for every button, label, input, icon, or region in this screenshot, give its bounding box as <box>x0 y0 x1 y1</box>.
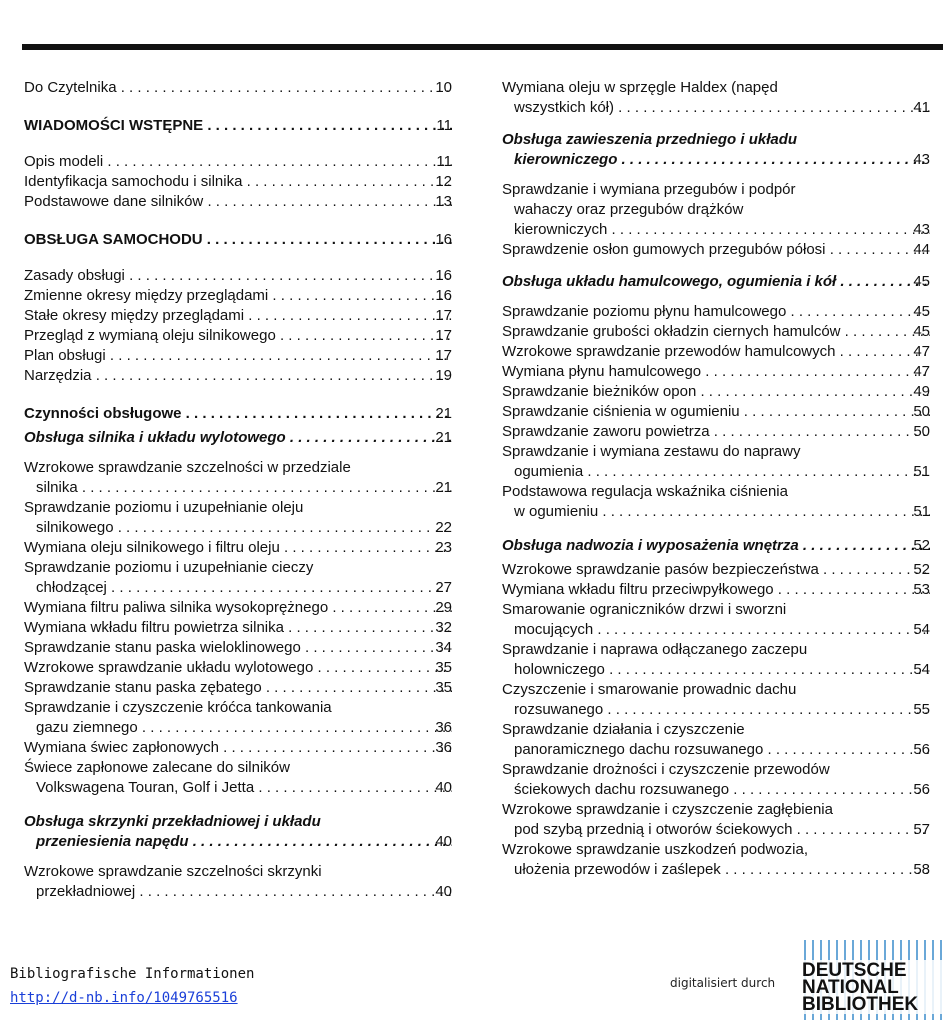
toc-entry[interactable] <box>502 536 930 556</box>
toc-leader-dots <box>203 117 452 134</box>
toc-entry[interactable] <box>24 78 452 98</box>
toc-page-number: 27 <box>435 579 452 596</box>
toc-page-number: 23 <box>435 539 452 556</box>
toc-leader-dots <box>617 151 930 168</box>
toc-entry[interactable] <box>502 760 930 800</box>
toc-page-number: 11 <box>436 117 452 134</box>
toc-entry[interactable] <box>24 638 452 658</box>
biblio-link[interactable]: http://d-nb.info/1049765516 <box>10 990 238 1006</box>
toc-entry[interactable] <box>502 322 930 342</box>
toc-leader-dots <box>182 405 452 422</box>
toc-entry-title: Podstawowe dane silników <box>24 193 204 210</box>
toc-page-number: 45 <box>913 303 930 320</box>
toc-page-number: 40 <box>435 883 452 900</box>
toc-entry[interactable] <box>502 180 930 240</box>
toc-page-number: 35 <box>435 679 452 696</box>
toc-entry[interactable] <box>502 130 930 170</box>
toc-entry-title: w ogumieniu <box>514 503 599 520</box>
toc-entry-title: Sprawdzanie zaworu powietrza <box>502 423 710 440</box>
toc-leader-dots <box>696 383 930 400</box>
toc-page-number: 35 <box>435 659 452 676</box>
toc-page-number: 50 <box>913 403 930 420</box>
toc-entry[interactable] <box>24 758 452 798</box>
toc-entry-title: gazu ziemnego <box>36 719 138 736</box>
toc-entry-title: Opis modeli <box>24 153 104 170</box>
toc-entry[interactable] <box>502 342 930 362</box>
toc-entry-title: Podstawowa regulacja wskaźnika ciśnienia <box>502 483 788 500</box>
toc-entry-title: Wymiana oleju w sprzęgle Haldex (napęd <box>502 79 778 96</box>
toc-entry[interactable] <box>502 362 930 382</box>
toc-entry[interactable] <box>502 580 930 600</box>
toc-leader-dots <box>106 347 452 364</box>
toc-page-number: 54 <box>913 621 930 638</box>
toc-page-number: 13 <box>435 193 452 210</box>
toc-entry-title: wahaczy oraz przegubów drążków <box>514 201 744 218</box>
toc-leader-dots <box>117 79 452 96</box>
toc-leader-dots <box>138 719 452 736</box>
toc-page-number: 17 <box>435 327 452 344</box>
toc-entry-title: Sprawdzanie drożności i czyszczenie przewodów <box>502 761 830 778</box>
toc-page-number: 32 <box>435 619 452 636</box>
toc-entry[interactable] <box>24 116 452 136</box>
toc-page-number: 16 <box>435 231 452 248</box>
toc-entry-title: Sprawdzanie stanu paska zębatego <box>24 679 262 696</box>
logo-line-2: NATIONAL <box>802 977 899 998</box>
toc-page-number: 52 <box>913 561 930 578</box>
toc-entry-title: Wzrokowe sprawdzanie i czyszczenie zagłębienia <box>502 801 833 818</box>
toc-entry-title: silnikowego <box>36 519 114 536</box>
toc-entry-title: Wzrokowe sprawdzanie pasów bezpieczeństwa <box>502 561 819 578</box>
toc-page-number: 47 <box>913 363 930 380</box>
toc-entry[interactable] <box>24 326 452 346</box>
toc-entry[interactable] <box>24 498 452 538</box>
toc-entry-title: Plan obsługi <box>24 347 106 364</box>
toc-entry-title: Czynności obsługowe <box>24 405 182 422</box>
toc-left-column <box>24 78 452 902</box>
toc-entry-title: Wymiana wkładu filtru powietrza silnika <box>24 619 284 636</box>
toc-entry[interactable] <box>502 442 930 482</box>
toc-page-number: 17 <box>435 347 452 364</box>
toc-leader-dots <box>254 779 452 796</box>
toc-entry[interactable] <box>502 800 930 840</box>
toc-leader-dots <box>729 781 930 798</box>
toc-entry-title: Obsługa nadwozia i wyposażenia wnętrza <box>502 537 799 554</box>
toc-entry[interactable] <box>24 738 452 758</box>
toc-entry-title: ogumienia <box>514 463 584 480</box>
toc-entry-title: Wymiana płynu hamulcowego <box>502 363 702 380</box>
toc-entry[interactable] <box>24 862 452 902</box>
toc-entry-title: wszystkich kół) <box>514 99 615 116</box>
toc-entry-title: ściekowych dachu rozsuwanego <box>514 781 730 798</box>
toc-entry-title: Wzrokowe sprawdzanie uszkodzeń podwozia, <box>502 841 808 858</box>
toc-entry[interactable] <box>502 640 930 680</box>
toc-leader-dots <box>603 701 930 718</box>
toc-entry-title: Smarowanie ograniczników drzwi i sworzni <box>502 601 787 618</box>
toc-page-number: 21 <box>435 405 452 422</box>
toc-entry-title: Wzrokowe sprawdzanie układu wylotowego <box>24 659 314 676</box>
toc-entry-title: Volkswagena Touran, Golf i Jetta <box>36 779 255 796</box>
toc-entry-title: Sprawdzenie osłon gumowych przegubów półosi <box>502 241 826 258</box>
toc-page-number: 52 <box>913 537 930 554</box>
toc-entry-title: Przegląd z wymianą oleju silnikowego <box>24 327 276 344</box>
toc-page-number: 21 <box>435 479 452 496</box>
toc-leader-dots <box>114 519 452 536</box>
toc-entry[interactable] <box>24 366 452 386</box>
toc-page-number: 29 <box>435 599 452 616</box>
toc-entry[interactable] <box>24 458 452 498</box>
toc-entry[interactable] <box>24 286 452 306</box>
toc-entry[interactable] <box>502 382 930 402</box>
toc-leader-dots <box>103 153 452 170</box>
toc-page-number: 40 <box>435 779 452 796</box>
toc-entry[interactable] <box>24 538 452 558</box>
toc-entry[interactable] <box>24 266 452 286</box>
toc-entry-title: Obsługa zawieszenia przedniego i układu <box>502 131 798 148</box>
toc-entry-title: panoramicznego dachu rozsuwanego <box>514 741 764 758</box>
toc-entry-title: Obsługa silnika i układu wylotowego <box>24 429 286 446</box>
toc-page-number: 17 <box>435 307 452 324</box>
toc-entry[interactable] <box>502 302 930 322</box>
toc-page-number: 51 <box>913 503 930 520</box>
toc-entry[interactable] <box>24 658 452 678</box>
toc-entry[interactable] <box>502 600 930 640</box>
toc-entry[interactable] <box>502 720 930 760</box>
toc-entry[interactable] <box>24 192 452 212</box>
toc-entry[interactable] <box>502 680 930 720</box>
toc-entry-title: Wymiana świec zapłonowych <box>24 739 219 756</box>
toc-page-number: 19 <box>435 367 452 384</box>
toc-entry-title: Sprawdzanie stanu paska wieloklinowego <box>24 639 301 656</box>
toc-page-number: 53 <box>913 581 930 598</box>
toc-leader-dots <box>710 423 930 440</box>
digitalized-by-text: digitalisiert durch <box>670 976 776 990</box>
toc-page-number: 58 <box>913 861 930 878</box>
toc-entry[interactable] <box>24 558 452 598</box>
toc-entry[interactable] <box>24 172 452 192</box>
toc-entry-title: pod szybą przednią i otworów ściekowych <box>514 821 793 838</box>
toc-entry-title: Wymiana oleju silnikowego i filtru oleju <box>24 539 280 556</box>
biblio-label: Bibliografische Informationen <box>10 966 255 982</box>
toc-leader-dots <box>203 231 452 248</box>
toc-entry-title: Narzędzia <box>24 367 92 384</box>
toc-leader-dots <box>605 661 930 678</box>
toc-entry-title: Sprawdzanie i czyszczenie króćca tankowania <box>24 699 332 716</box>
toc-entry[interactable] <box>502 560 930 580</box>
toc-entry-title: Sprawdzanie poziomu płynu hamulcowego <box>502 303 787 320</box>
toc-page-number: 40 <box>435 833 452 850</box>
toc-entry[interactable] <box>24 306 452 326</box>
toc-leader-dots <box>203 193 452 210</box>
toc-leader-dots <box>593 621 930 638</box>
toc-entry-title: Sprawdzanie ciśnienia w ogumieniu <box>502 403 740 420</box>
toc-entry-title: silnika <box>36 479 78 496</box>
toc-entry-title: Czyszczenie i smarowanie prowadnic dachu <box>502 681 797 698</box>
toc-entry-title: Sprawdzanie działania i czyszczenie <box>502 721 745 738</box>
toc-leader-dots <box>92 367 452 384</box>
logo-line-1: DEUTSCHE <box>802 960 907 981</box>
toc-entry-title: rozsuwanego <box>514 701 604 718</box>
toc-entry-title: Świece zapłonowe zalecane do silników <box>24 759 290 776</box>
toc-leader-dots <box>219 739 452 756</box>
toc-page-number: 10 <box>435 79 452 96</box>
toc-entry-title: Sprawdzanie grubości okładzin ciernych hamulców <box>502 323 841 340</box>
toc-entry[interactable] <box>24 598 452 618</box>
toc-page-number: 45 <box>913 273 930 290</box>
toc-entry[interactable] <box>502 272 930 292</box>
toc-page-number: 11 <box>436 153 452 170</box>
toc-entry[interactable] <box>502 482 930 522</box>
toc-entry[interactable] <box>24 698 452 738</box>
toc-entry[interactable] <box>502 840 930 880</box>
dnb-logo[interactable] <box>800 940 945 1020</box>
toc-entry[interactable] <box>502 402 930 422</box>
toc-entry[interactable] <box>24 346 452 366</box>
toc-leader-dots <box>78 479 452 496</box>
toc-entry-title: Stałe okresy między przeglądami <box>24 307 245 324</box>
toc-entry[interactable] <box>24 812 452 852</box>
toc-entry[interactable] <box>502 78 930 118</box>
toc-page-number: 41 <box>913 99 930 116</box>
toc-page-number: 47 <box>913 343 930 360</box>
toc-page-number: 54 <box>913 661 930 678</box>
toc-page-number: 57 <box>913 821 930 838</box>
toc-entry-title: Obsługa skrzynki przekładniowej i układu <box>24 813 321 830</box>
toc-entry-title: Sprawdzanie i wymiana zestawu do naprawy <box>502 443 801 460</box>
toc-leader-dots <box>583 463 930 480</box>
toc-entry-title: Wzrokowe sprawdzanie szczelności skrzynki <box>24 863 322 880</box>
toc-entry[interactable] <box>24 678 452 698</box>
toc-entry-title: Do Czytelnika <box>24 79 117 96</box>
toc-entry-title: Zasady obsługi <box>24 267 125 284</box>
toc-entry-title: przekładniowej <box>36 883 136 900</box>
toc-page-number: 34 <box>435 639 452 656</box>
toc-entry[interactable] <box>24 230 452 250</box>
toc-entry-title: Wzrokowe sprawdzanie przewodów hamulcowych <box>502 343 836 360</box>
toc-entry[interactable] <box>24 428 452 448</box>
toc-page-number: 16 <box>435 267 452 284</box>
toc-page-number: 43 <box>913 151 930 168</box>
toc-leader-dots <box>701 363 930 380</box>
toc-page-number: 21 <box>435 429 452 446</box>
toc-entry-title: Sprawdzanie bieżników opon <box>502 383 697 400</box>
toc-page-number: 36 <box>435 719 452 736</box>
toc-leader-dots <box>135 883 452 900</box>
toc-entry-title: holowniczego <box>514 661 605 678</box>
toc-page-number: 36 <box>435 739 452 756</box>
logo-line-3: BIBLIOTHEK <box>802 994 919 1015</box>
toc-page-number: 49 <box>913 383 930 400</box>
toc-leader-dots <box>107 579 452 596</box>
toc-entry[interactable] <box>24 404 452 424</box>
toc-page-number: 16 <box>435 287 452 304</box>
toc-entry-title: OBSŁUGA SAMOCHODU <box>24 231 203 248</box>
toc-page-number: 44 <box>913 241 930 258</box>
toc-entry-title: kierowniczego <box>514 151 618 168</box>
toc-page-number: 22 <box>435 519 452 536</box>
toc-entry-title: Identyfikacja samochodu i silnika <box>24 173 243 190</box>
toc-entry-title: Sprawdzanie i naprawa odłączanego zaczepu <box>502 641 808 658</box>
toc-page-number: 56 <box>913 781 930 798</box>
toc-entry[interactable] <box>502 240 930 260</box>
toc-page-number: 45 <box>913 323 930 340</box>
toc-leader-dots <box>607 221 930 238</box>
toc-page-number: 51 <box>913 463 930 480</box>
toc-leader-dots <box>721 861 930 878</box>
toc-entry-title: Sprawdzanie poziomu i uzupełnianie oleju <box>24 499 304 516</box>
toc-entry-title: Wymiana wkładu filtru przeciwpyłkowego <box>502 581 774 598</box>
top-rule <box>22 44 943 50</box>
toc-entry[interactable] <box>502 422 930 442</box>
toc-page-number: 12 <box>435 173 452 190</box>
toc-page-number: 56 <box>913 741 930 758</box>
toc-entry-title: WIADOMOŚCI WSTĘPNE <box>24 117 204 134</box>
toc-entry-title: Wzrokowe sprawdzanie szczelności w przedziale <box>24 459 351 476</box>
toc-page-number: 43 <box>913 221 930 238</box>
toc-entry-title: Zmienne okresy między przeglądami <box>24 287 269 304</box>
toc-entry-title: przeniesienia napędu <box>36 833 189 850</box>
toc-entry-title: Wymiana filtru paliwa silnika wysokoprężnego <box>24 599 329 616</box>
toc-page-number: 55 <box>913 701 930 718</box>
toc-entry-title: mocujących <box>514 621 594 638</box>
toc-entry-title: Sprawdzanie i wymiana przegubów i podpór <box>502 181 796 198</box>
toc-right-column <box>502 78 930 880</box>
toc-page-number: 50 <box>913 423 930 440</box>
toc-leader-dots <box>598 503 930 520</box>
toc-leader-dots <box>242 173 452 190</box>
toc-entry[interactable] <box>24 618 452 638</box>
toc-entry[interactable] <box>24 152 452 172</box>
toc-leader-dots <box>614 99 930 116</box>
toc-entry-title: Obsługa układu hamulcowego, ogumienia i kół <box>502 273 837 290</box>
toc-entry-title: Sprawdzanie poziomu i uzupełnianie cieczy <box>24 559 314 576</box>
toc-leader-dots <box>125 267 452 284</box>
toc-entry-title: chłodzącej <box>36 579 107 596</box>
toc-leader-dots <box>189 833 452 850</box>
toc-entry-title: ułożenia przewodów i zaślepek <box>514 861 721 878</box>
toc-entry-title: kierowniczych <box>514 221 608 238</box>
toc-leader-dots <box>244 307 452 324</box>
